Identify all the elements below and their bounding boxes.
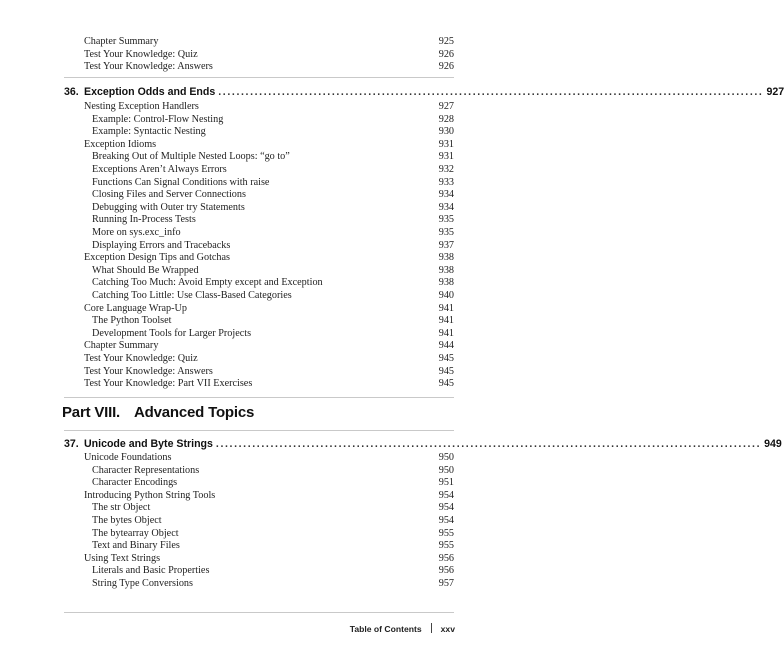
entry-page: 934 — [438, 189, 454, 201]
entry-page: 928 — [438, 113, 454, 125]
entry-title: Exception Idioms — [84, 138, 157, 150]
entry-page: 938 — [438, 264, 454, 276]
entry-page: 931 — [438, 138, 454, 150]
chapter-36-heading[interactable] — [64, 84, 784, 100]
entry-page: 955 — [438, 527, 454, 539]
entry-title: Test Your Knowledge: Quiz — [84, 353, 198, 364]
divider — [64, 430, 454, 431]
chapter-page: 927 — [766, 86, 784, 98]
chapter-page: 949 — [764, 438, 782, 450]
entry-title: Development Tools for Larger Projects — [92, 327, 252, 339]
entry-spacer — [213, 60, 439, 74]
chapter-number: 36. — [64, 86, 79, 98]
toc-entry[interactable] — [84, 377, 454, 391]
entry-title: Exceptions Aren’t Always Errors — [92, 164, 227, 175]
entry-page: 932 — [438, 164, 454, 175]
entry-title: Displaying Errors and Tracebacks — [92, 239, 231, 251]
entry-title: What Should Be Wrapped — [92, 264, 199, 276]
entry-title: The str Object — [92, 502, 151, 514]
entry-page: 954 — [438, 502, 454, 514]
entry-page: 926 — [438, 61, 454, 73]
entry-title: Catching Too Much: Avoid Empty except and Exception — [92, 277, 323, 289]
dot-leader: ........................................................................................................................ — [215, 438, 762, 450]
entry-title: Running In-Process Tests — [92, 214, 196, 226]
entry-page: 931 — [438, 151, 454, 163]
entry-page: 951 — [438, 477, 454, 489]
entry-page: 925 — [438, 36, 454, 47]
entry-page: 950 — [438, 452, 454, 463]
entry-page: 945 — [438, 365, 454, 377]
entry-title: The bytes Object — [92, 515, 162, 526]
entry-page: 935 — [438, 214, 454, 226]
entry-page: 938 — [438, 277, 454, 289]
entry-page: 926 — [438, 48, 454, 60]
entry-page: 957 — [438, 578, 454, 589]
entry-title: Introducing Python String Tools — [84, 489, 216, 501]
footer-label: Table of Contents — [349, 624, 422, 634]
entry-title: Breaking Out of Multiple Nested Loops: “go to” — [92, 151, 290, 163]
entry-page: 930 — [438, 126, 454, 138]
entry-title: Literals and Basic Properties — [92, 565, 210, 577]
entry-title: Core Language Wrap-Up — [84, 302, 187, 314]
entry-page: 935 — [438, 227, 454, 238]
entry-title: More on sys.exc_info — [92, 227, 181, 238]
entry-page: 944 — [438, 340, 454, 352]
entry-title: Test Your Knowledge: Answers — [84, 365, 213, 377]
entry-page: 956 — [438, 552, 454, 564]
entry-page: 945 — [438, 378, 454, 390]
entry-title: Functions Can Signal Conditions with raise — [92, 176, 270, 188]
dot-leader: ........................................................................................................................ — [218, 86, 764, 98]
chapter-title: Unicode and Byte Strings — [84, 438, 213, 450]
entry-title: Unicode Foundations — [84, 452, 172, 463]
entry-title: Test Your Knowledge: Quiz — [84, 48, 198, 60]
entry-title: Using Text Strings — [84, 552, 161, 564]
entry-title: Example: Control-Flow Nesting — [92, 113, 224, 125]
entry-title: Closing Files and Server Connections — [92, 189, 246, 201]
entry-page: 934 — [438, 201, 454, 213]
toc-entry[interactable] — [92, 577, 454, 591]
entry-title: Test Your Knowledge: Answers — [84, 61, 213, 73]
part-heading — [62, 404, 254, 421]
entry-title: String Type Conversions — [92, 578, 193, 589]
entry-page: 956 — [438, 565, 454, 577]
footer-page-number: xxv — [440, 624, 455, 634]
entry-title: The bytearray Object — [92, 527, 179, 539]
entry-page: 955 — [438, 540, 454, 552]
entry-title: Nesting Exception Handlers — [84, 101, 199, 112]
entry-title: Example: Syntactic Nesting — [92, 126, 206, 138]
entry-title: Chapter Summary — [84, 340, 159, 352]
entry-page: 937 — [438, 239, 454, 251]
entry-page: 940 — [438, 290, 454, 301]
entry-page: 945 — [438, 353, 454, 364]
entry-title: Character Representations — [92, 464, 200, 476]
entry-title: Catching Too Little: Use Class-Based Categories — [92, 290, 292, 301]
chapter-37-heading[interactable] — [64, 436, 782, 452]
entry-page: 941 — [438, 302, 454, 314]
entry-page: 927 — [438, 101, 454, 112]
chapter-number: 37. — [64, 438, 79, 450]
entry-page: 954 — [438, 489, 454, 501]
entry-page: 941 — [438, 315, 454, 327]
entry-title: Test Your Knowledge: Part VII Exercises — [84, 378, 253, 390]
entry-title: Chapter Summary — [84, 36, 159, 47]
entry-title: Character Encodings — [92, 477, 178, 489]
entry-page: 933 — [438, 176, 454, 188]
entry-page: 954 — [438, 515, 454, 526]
entry-page: 941 — [438, 327, 454, 339]
divider — [64, 397, 454, 398]
entry-page: 950 — [438, 464, 454, 476]
entry-spacer — [193, 577, 439, 591]
entry-title: Debugging with Outer try Statements — [92, 201, 245, 213]
page-footer — [350, 623, 455, 634]
footer-separator — [431, 623, 432, 633]
footer-divider — [64, 612, 454, 613]
toc-entry[interactable] — [84, 60, 454, 74]
divider — [64, 77, 454, 78]
entry-page: 938 — [438, 252, 454, 264]
entry-title: Text and Binary Files — [92, 540, 180, 552]
part-title: Advanced Topics — [134, 404, 255, 421]
entry-spacer — [252, 377, 438, 391]
entry-title: Exception Design Tips and Gotchas — [84, 252, 231, 264]
part-label: Part VIII. — [62, 404, 121, 421]
entry-title: The Python Toolset — [92, 315, 172, 327]
chapter-title: Exception Odds and Ends — [84, 86, 216, 98]
